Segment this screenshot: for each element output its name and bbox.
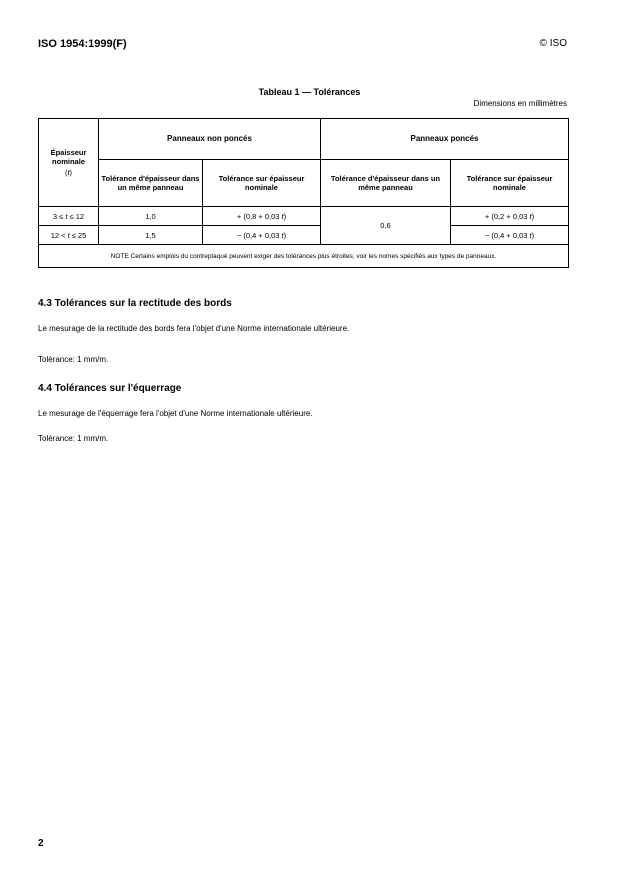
dimensions-note: Dimensions en millimètres: [473, 99, 567, 108]
table-subheader-row: [39, 160, 569, 207]
subheader-np-within: Tolérance d'épaisseur dans un même panneau: [99, 160, 203, 207]
cell-range: 3 ≤ t ≤ 12: [39, 207, 99, 226]
subheader-p-within: Tolérance d'épaisseur dans un même panneau: [321, 160, 451, 207]
cell-range: 12 < t ≤ 25: [39, 226, 99, 245]
header-non-punched: Panneaux non poncés: [99, 119, 321, 160]
cell-np-nominal: − (0,4 + 0,03 t): [203, 226, 321, 245]
header-thickness-symbol: (t): [64, 168, 73, 177]
section-4-4-body: Le mesurage de l'équerrage fera l'objet d'une Norme internationale ultérieure.: [38, 409, 313, 418]
table-title: Tableau 1 — Tolérances: [258, 87, 361, 97]
section-heading-4-3: 4.3 Tolérances sur la rectitude des bords: [38, 298, 232, 309]
table-header-row: [39, 119, 569, 160]
header-punched: Panneaux poncés: [321, 119, 569, 160]
header-thickness-label: Épaisseur nominale: [50, 148, 87, 166]
table-note-row: [39, 245, 569, 268]
section-4-3-tolerance: Tolérance: 1 mm/m.: [38, 355, 109, 364]
cell-np-within: 1,0: [99, 207, 203, 226]
copyright-notice: © ISO: [539, 38, 567, 49]
table-row: [39, 226, 569, 245]
subheader-np-nominal: Tolérance sur épaisseur nominale: [203, 160, 321, 207]
cell-np-within: 1,5: [99, 226, 203, 245]
table-note: NOTE Certains emplois du contreplaqué peuvent exiger des tolérances plus étroites; voir les nomes spécifiés aux types de panneaux.: [39, 245, 569, 268]
subheader-p-nominal: Tolérance sur épaisseur nominale: [451, 160, 569, 207]
section-heading-4-4: 4.4 Tolérances sur l'équerrage: [38, 383, 182, 394]
tolerance-table: [38, 118, 569, 268]
section-4-4-tolerance: Tolérance: 1 mm/m.: [38, 434, 109, 443]
table-row: [39, 207, 569, 226]
cell-p-within-merged: 0,6: [321, 207, 451, 245]
cell-p-nominal: + (0,2 + 0,03 t): [451, 207, 569, 226]
section-4-3-body: Le mesurage de la rectitude des bords fera l'objet d'une Norme internationale ultérieure.: [38, 324, 350, 333]
page-number: 2: [38, 838, 44, 849]
cell-np-nominal: + (0,8 + 0,03 t): [203, 207, 321, 226]
header-thickness: [39, 119, 99, 207]
document-id: ISO 1954:1999(F): [38, 38, 127, 50]
cell-p-nominal: − (0,4 + 0,03 t): [451, 226, 569, 245]
